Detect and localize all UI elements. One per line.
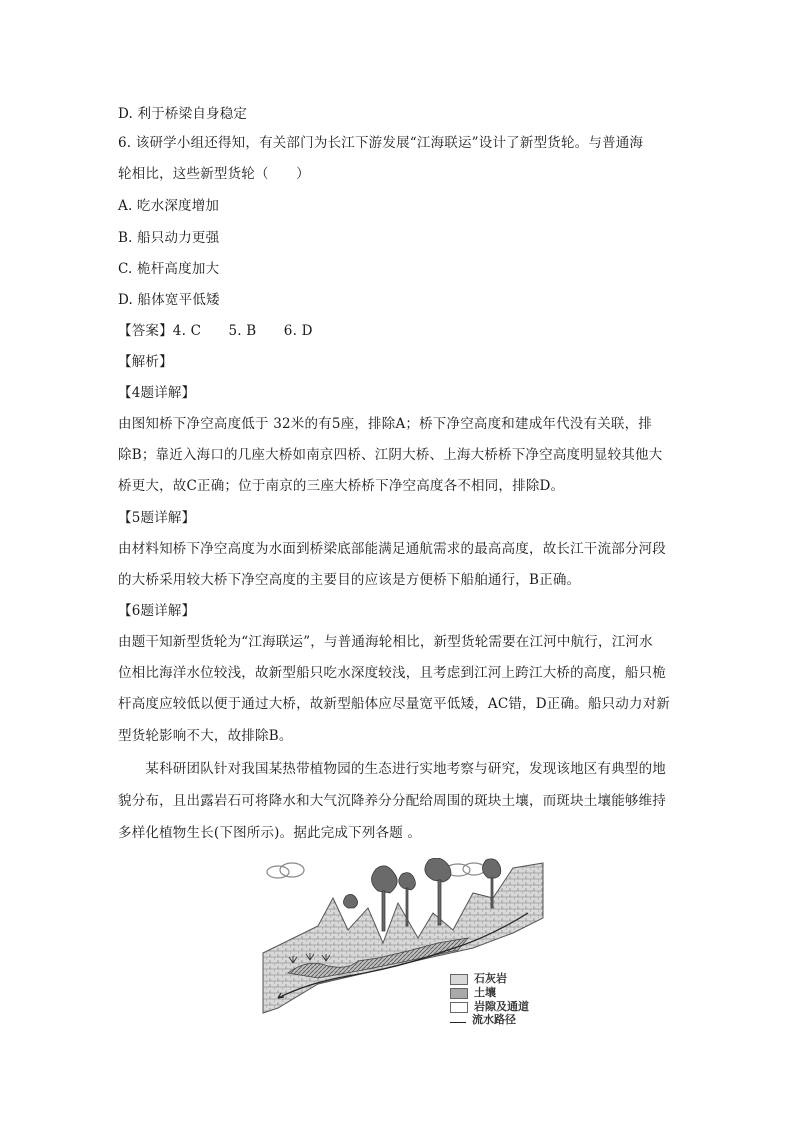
cloud-left-icon (267, 863, 304, 878)
q5-detail-heading: 【5题详解】 (118, 510, 196, 526)
limestone-swatch-icon (450, 974, 468, 985)
flow-swatch-icon (450, 1017, 466, 1023)
q4-detail-line-1: 由图知桥下净空高度低于 32米的有5座，排除A；桥下净空高度和建成年代没有关联，排 (118, 416, 653, 432)
legend-flow-label: 流水路径 (472, 1013, 516, 1026)
option-c: C. 桅杆高度加大 (118, 261, 220, 277)
q6-detail-line-1: 由题干知新型货轮为“江海联运”，与普通海轮相比，新型货轮需要在江河中航行，江河水 (118, 634, 653, 650)
passage-line-3: 多样化植物生长(下图所示)。据此完成下列各题 。 (118, 825, 422, 841)
option-d: D. 船体宽平低矮 (118, 292, 220, 308)
legend-limestone-label: 石灰岩 (474, 972, 507, 985)
legend-fissure-label: 岩隙及通道 (474, 1000, 529, 1013)
passage-line-1: 某科研团队针对我国某热带植物园的生态进行实地考察与研究，发现该地区有典型的地 (118, 761, 666, 777)
q6-detail-line-4: 型货轮影响不大，故排除B。 (118, 728, 293, 744)
soil-swatch-icon (450, 988, 468, 999)
question-6-stem: 6. 该研学小组还得知，有关部门为长江下游发展“江海联运”设计了新型货轮。与普通海 (118, 135, 644, 151)
option-a: A. 吃水深度增加 (118, 198, 220, 214)
passage-line-2: 貌分布，且出露岩石可将降水和大气沉降养分分配给周围的斑块土壤，而斑块土壤能够维持 (118, 793, 666, 809)
q4-detail-line-3: 桥更大，故C正确；位于南京的三座大桥桥下净空高度各不相同，排除D。 (118, 478, 565, 494)
q6-detail-line-2: 位相比海洋水位较浅，故新型船只吃水深度较浅，且考虑到江河上跨江大桥的高度，船只桅 (118, 665, 666, 681)
q6-detail-line-3: 杆高度应较低以便于通过大桥，故新型船体应尽量宽平低矮，AC错，D正确。船只动力对新 (118, 696, 671, 712)
option-b: B. 船只动力更强 (118, 230, 220, 246)
cloud-right-icon (446, 863, 485, 876)
karst-landscape-figure (258, 858, 548, 1026)
q4-detail-heading: 【4题详解】 (118, 385, 196, 401)
q6-detail-heading: 【6题详解】 (118, 603, 196, 619)
q5-detail-line-2: 的大桥采用较大桥下净空高度的主要目的应该是方便桥下船舶通行，B正确。 (118, 572, 581, 588)
option-d-q5: D. 利于桥梁自身稳定 (118, 106, 248, 122)
q4-detail-line-2: 除B；靠近入海口的几座大桥如南京四桥、江阴大桥、上海大桥桥下净空高度明显较其他大 (118, 447, 663, 463)
question-6-stem-cont: 轮相比，这些新型货轮（ ） (118, 166, 310, 182)
answer-line: 【答案】4. C 5. B 6. D (118, 323, 313, 339)
analysis-heading: 【解析】 (118, 354, 173, 370)
legend-soil-label: 土壤 (474, 986, 496, 999)
q5-detail-line-1: 由材料知桥下净空高度为水面到桥梁底部能满足通航需求的最高高度，故长江干流部分河段 (118, 541, 666, 557)
legend-flow (450, 1011, 516, 1027)
